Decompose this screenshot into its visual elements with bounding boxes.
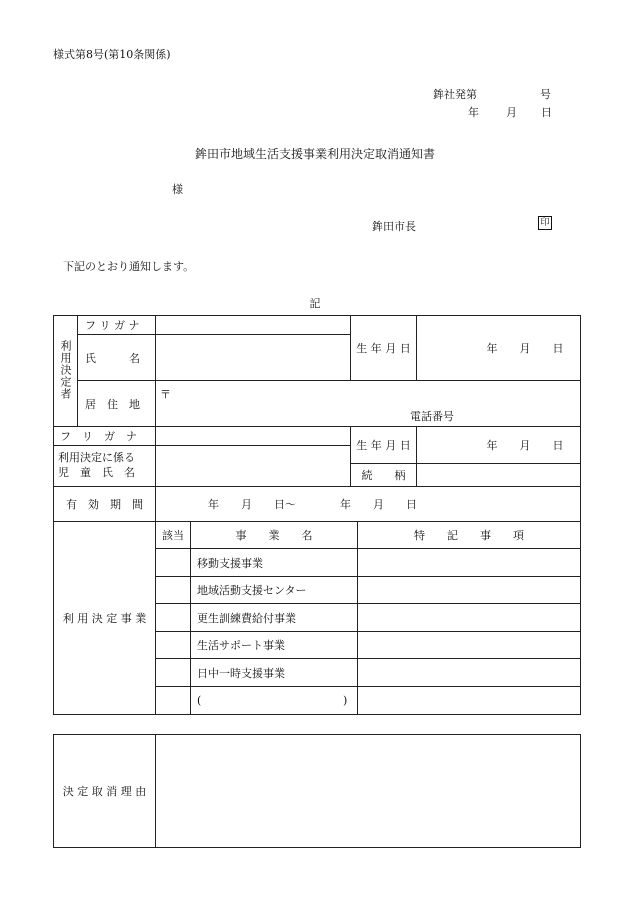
name-input[interactable] bbox=[157, 336, 349, 379]
issuer-name: 鉾田市長 bbox=[372, 220, 416, 233]
service-item-life-support: 生活サポート事業 bbox=[197, 639, 285, 652]
date-year: 年 bbox=[468, 106, 479, 119]
service-name-column-header: 事 業 名 bbox=[235, 529, 313, 542]
relation-label: 続 柄 bbox=[361, 469, 406, 482]
service-item-other-open: ( bbox=[197, 694, 202, 707]
document-number-suffix: 号 bbox=[540, 88, 551, 101]
furigana-input[interactable] bbox=[157, 316, 349, 334]
intro-text: 下記のとおり通知します。 bbox=[63, 260, 195, 273]
services-label: 利 用 決 定 事 業 bbox=[62, 612, 147, 625]
child-furigana-label: フ リ ガ ナ bbox=[60, 430, 137, 443]
child-birth-date-value[interactable]: 年 月 日 bbox=[486, 439, 564, 452]
child-name-label-1: 利用決定に係る bbox=[58, 451, 135, 464]
name-label: 氏 名 bbox=[85, 351, 140, 365]
notes-column-header: 特 記 事 項 bbox=[414, 529, 524, 542]
valid-period-label: 有 効 期 間 bbox=[66, 498, 143, 511]
seal-icon: 印 bbox=[538, 216, 552, 230]
date-month: 月 bbox=[506, 106, 517, 119]
child-birth-date-label: 生 年 月 日 bbox=[356, 439, 411, 452]
address-label: 居 住 地 bbox=[85, 397, 140, 411]
birth-date-value[interactable]: 年 月 日 bbox=[486, 342, 564, 355]
phone-label: 電話番号 bbox=[410, 410, 454, 423]
applicable-column-header: 該当 bbox=[162, 529, 184, 542]
child-furigana-input[interactable] bbox=[157, 427, 349, 445]
addressee-suffix: 様 bbox=[172, 183, 183, 196]
postal-mark: 〒 bbox=[160, 388, 171, 401]
cancellation-reason-input[interactable] bbox=[157, 736, 579, 846]
recipient-label: 利用決定者 bbox=[59, 340, 72, 400]
birth-date-label: 生 年 月 日 bbox=[356, 342, 411, 355]
cancellation-reason-label: 決 定 取 消 理 由 bbox=[62, 785, 147, 798]
child-name-label-2: 児 童 氏 名 bbox=[58, 466, 135, 479]
service-item-activity-center: 地域活動支援センター bbox=[197, 584, 307, 597]
service-item-other-close: ) bbox=[343, 694, 348, 707]
service-item-training-allowance: 更生訓練費給付事業 bbox=[197, 611, 296, 625]
form-number: 様式第8号(第10条関係) bbox=[53, 48, 171, 61]
ki-heading: 記 bbox=[309, 297, 321, 310]
service-item-mobility: 移動支援事業 bbox=[197, 556, 263, 570]
valid-period-value[interactable]: 年 月 日〜 年 月 日 bbox=[208, 498, 417, 511]
service-item-daytime-support: 日中一時支援事業 bbox=[197, 666, 285, 680]
furigana-label: フ リ ガ ナ bbox=[85, 318, 140, 332]
document-number-prefix: 鉾社発第 bbox=[433, 88, 477, 101]
date-day: 日 bbox=[541, 106, 552, 119]
document-title: 鉾田市地域生活支援事業利用決定取消通知書 bbox=[194, 147, 435, 161]
